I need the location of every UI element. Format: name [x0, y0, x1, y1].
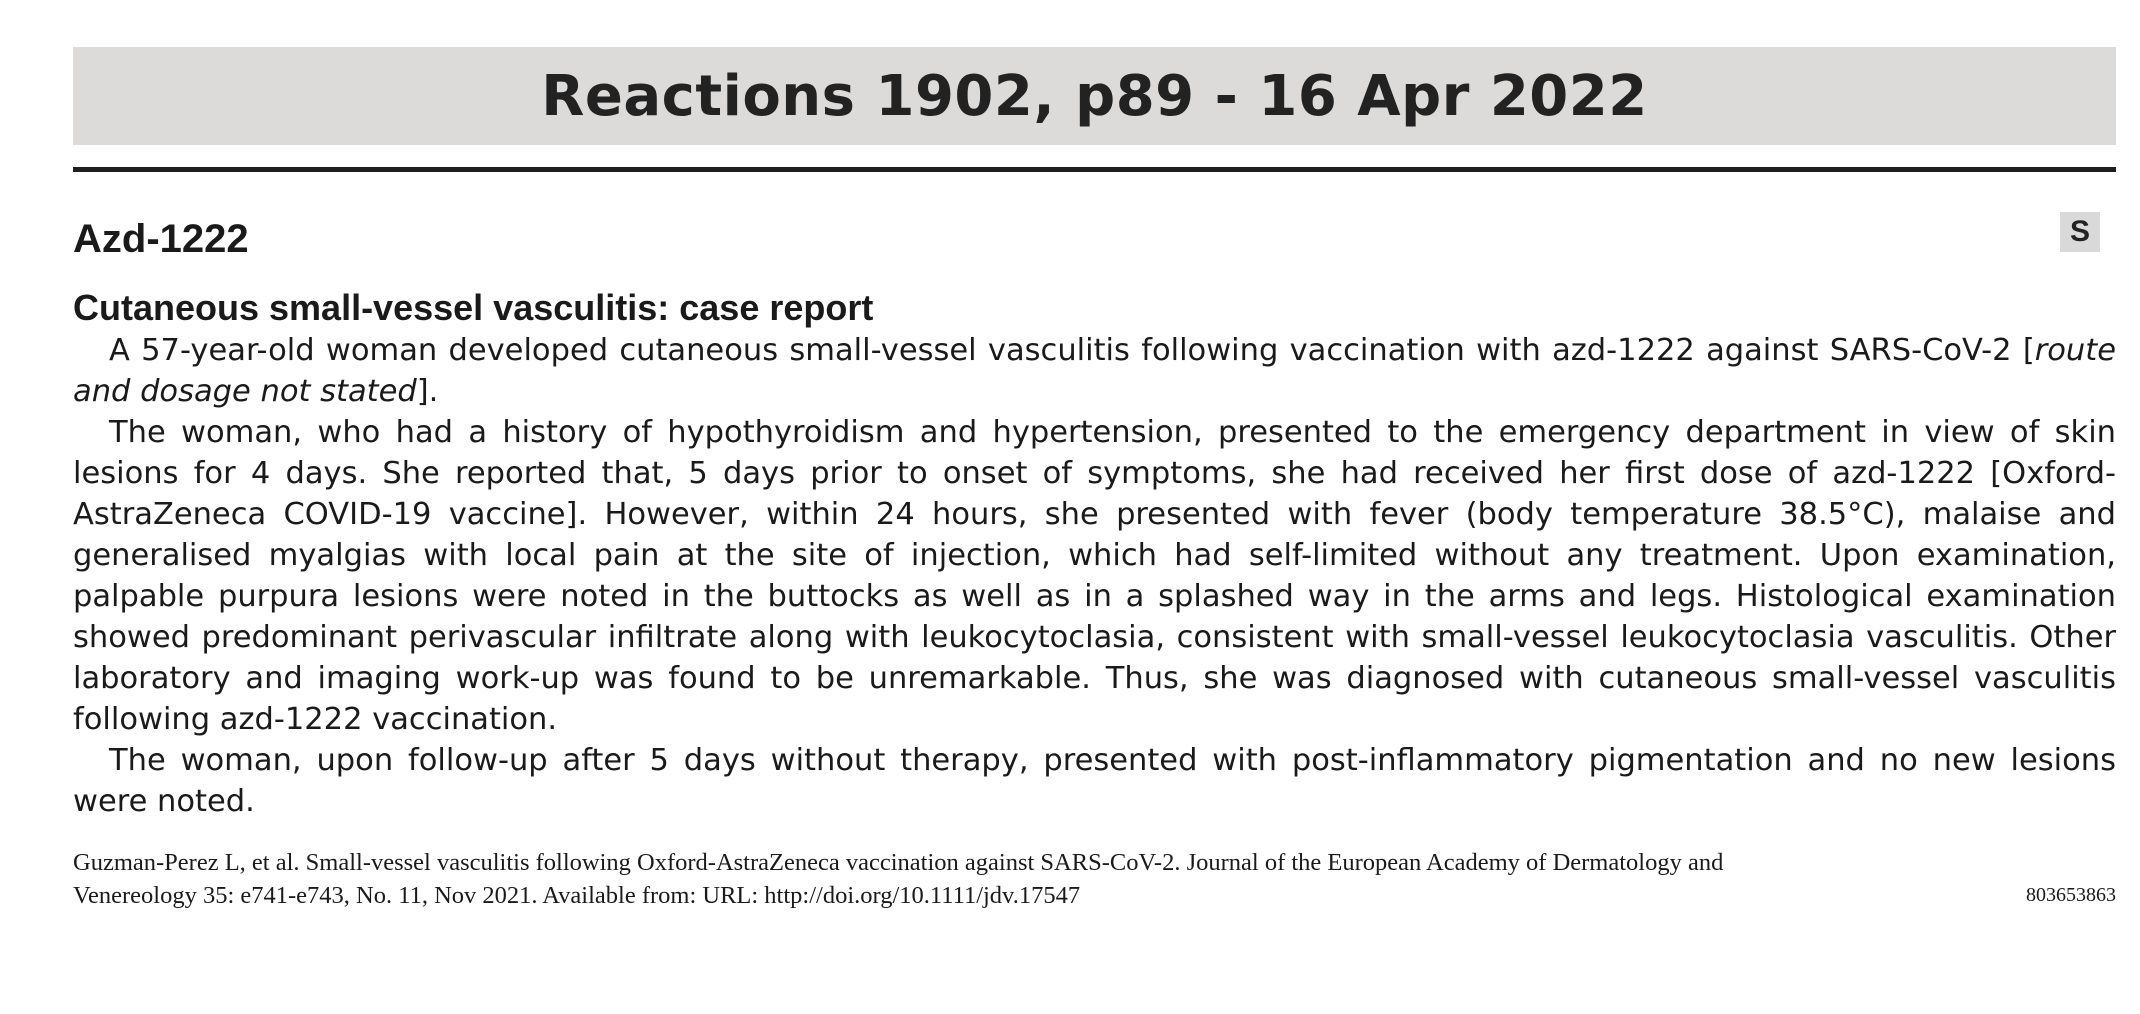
article-body [73, 330, 2116, 822]
header-band [73, 47, 2116, 145]
document-page [73, 47, 2116, 912]
paragraph-3: The woman, upon follow-up after 5 days without therapy, presented with post-inflammatory pigmentation and no new lesions were noted. [73, 743, 2116, 819]
reference-id: 803653863 [2026, 884, 2116, 906]
paragraph-1: A 57-year-old woman developed cutaneous small-vessel vasculitis following vaccination with azd-1222 against SARS-CoV-2 [route and dosage not stated]. [73, 333, 2116, 409]
reference-line-1: Guzman-Perez L, et al. Small-vessel vasculitis following Oxford-AstraZeneca vaccination against SARS-CoV-2. Journal of the European Academy of Dermatology and [73, 849, 1724, 876]
header-divider [73, 167, 2116, 172]
italic-note: route and dosage not stated [73, 333, 2116, 409]
drug-row [73, 212, 2116, 266]
drug-name: Azd-1222 [73, 217, 249, 261]
issue-title: Reactions 1902, p89 - 16 Apr 2022 [541, 63, 1648, 129]
reference-line-2: Venereology 35: e741-e743, No. 11, Nov 2021. Available from: URL: http://doi.org/10.1111/jdv.17547 [73, 882, 1081, 909]
paragraph-2: The woman, who had a history of hypothyroidism and hypertension, presented to the emergency department in view of skin lesions for 4 days. She reported that, 5 days prior to onset of symptoms, she had received her first dose of azd-1222 [Oxford-AstraZeneca COVID-19 vaccine]. However, within 24 hours, she presented with fever (body temperature 38.5°C), malaise and generalised myalgias with local pain at the site of injection, which had self-limited without any treatment. Upon examination, palpable purpura lesions were noted in the buttocks as well as in a splashed way in the arms and legs. Histological examination showed predominant perivascular infiltrate along with leukocytoclasia, consistent with small-vessel leukocytoclasia vasculitis. Other laboratory and imaging work-up was found to be unremarkable. Thus, she was diagnosed with cutaneous small-vessel vasculitis following azd-1222 vaccination. [73, 415, 2116, 737]
reference-line-2-row [73, 879, 2116, 912]
reference-citation [73, 846, 2116, 912]
article-title: Cutaneous small-vessel vasculitis: case report [73, 287, 874, 328]
seriousness-badge: S [2060, 212, 2100, 252]
